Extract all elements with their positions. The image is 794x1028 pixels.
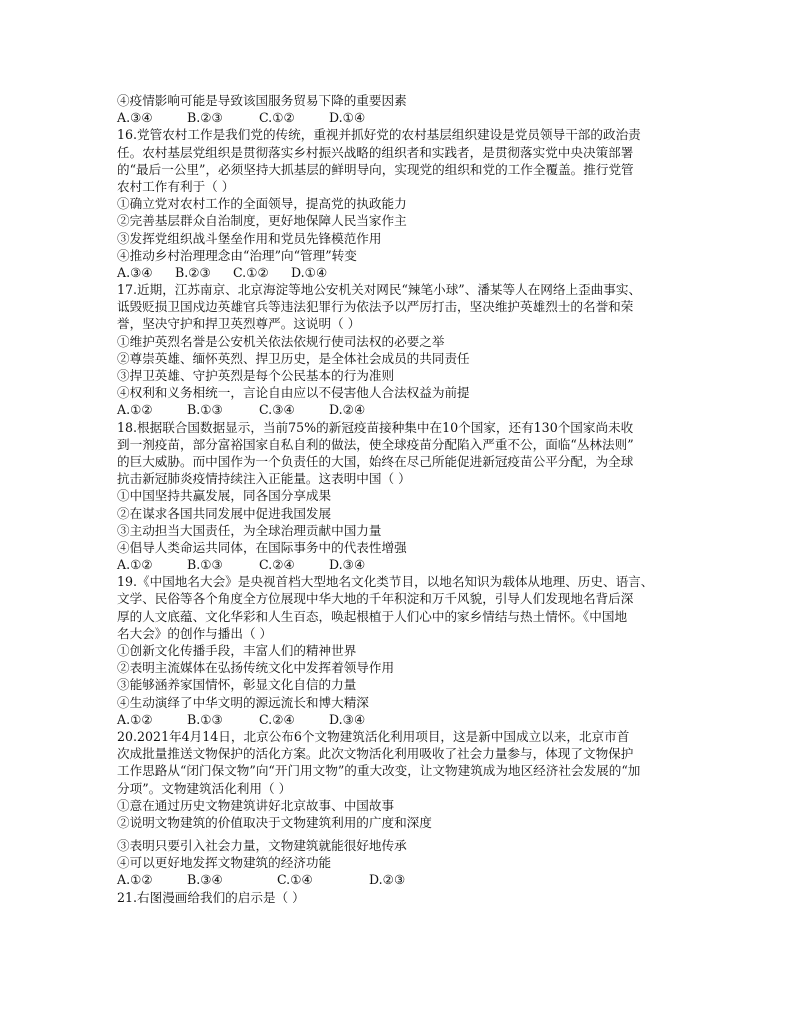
q19-item-4: ④生动演绎了中华文明的源远流长和博大精深	[117, 694, 369, 710]
exam-page	[117, 92, 697, 906]
q18-choices	[117, 556, 697, 573]
q15-item-4: ④疫情影响可能是导致该国服务贸易下降的重要因素	[117, 93, 407, 108]
q15-choices	[117, 109, 697, 126]
q19-stem-line: 厚的人文底蕴、文化华彩和人生百态，唤起根植于人们心中的家乡情结与热土情怀。《中国地	[117, 608, 628, 624]
q19-choices	[117, 711, 697, 728]
q18-item-2: ②在谋求各国共同发展中促进我国发展	[117, 505, 332, 521]
q18-item-4: ④倡导人类命运共同体，在国际事务中的代表性增强	[117, 539, 407, 555]
q18-choice-a: A.①②	[117, 557, 153, 573]
q19-item-1: ①创新文化传播手段，丰富人们的精神世界	[117, 643, 357, 658]
q17-choice-c: C.③④	[259, 402, 295, 418]
q19-choice-c: C.②④	[259, 711, 295, 727]
q18-item-1: ①中国坚持共赢发展，同各国分享成果	[117, 488, 332, 504]
q16-stem-line: 16.党管农村工作是我们党的传统，重视并抓好党的农村基层组织建设是党员领导干部的政治责	[117, 127, 641, 143]
q19-choice-d: D.③④	[329, 711, 366, 727]
q16-choice-d: D.①④	[291, 264, 328, 280]
q20-item-3: ③表明只要引入社会力量，文物建筑就能很好地传承	[117, 838, 407, 854]
q17-item-3: ③捍卫英雄、守护英烈是每个公民基本的行为准则	[117, 368, 395, 383]
q17-item-1: ①维护英烈名誉是公安机关依法依规行使司法权的必要之举	[117, 333, 445, 349]
q17-stem-line: 誉，坚决守护和捍卫英烈尊严。这说明（ ）	[117, 316, 361, 332]
q20-choice-d: D.②③	[369, 872, 406, 888]
q18-choice-c: C.②④	[259, 557, 295, 573]
q19-stem-line: 名大会》的创作与播出（ ）	[117, 625, 273, 641]
q20-item-4: ④可以更好地发挥文物建筑的经济功能	[117, 855, 332, 871]
q16-choice-c: C.①②	[233, 264, 269, 280]
q18-stem-line: 到一剂疫苗，部分富裕国家自私自利的做法，使全球疫苗分配陷入严重不公，面临“丛林法则”	[117, 436, 634, 452]
q19-choice-a: A.①②	[117, 711, 153, 727]
q20-stem-line: 次成批量推送文物保护的活化方案。此次文物活化利用吸收了社会力量参与，体现了文物保护	[117, 746, 634, 762]
q16-item-4: ④推动乡村治理理念由“治理”向“管理”转变	[117, 247, 357, 263]
q20-choices	[117, 871, 697, 888]
q18-item-3: ③主动担当大国责任，为全球治理贡献中国力量	[117, 522, 382, 538]
q15-choice-d: D.①④	[329, 110, 366, 126]
q19-item-2: ②表明主流媒体在弘扬传统文化中发挥着领导作用	[117, 660, 395, 676]
q18-stem-line: 的巨大威胁。而中国作为一个负责任的大国，始终在尽己所能促进新冠疫苗公平分配，为全球	[117, 453, 634, 469]
q17-choices	[117, 401, 697, 418]
q17-item-4: ④权利和义务相统一，言论自由应以不侵害他人合法权益为前提	[117, 385, 470, 401]
q16-item-2: ②完善基层群众自治制度，更好地保障人民当家作主	[117, 213, 407, 229]
q15-choice-a: A.③④	[117, 110, 153, 126]
q17-choice-a: A.①②	[117, 402, 153, 418]
q18-stem-line: 18.根据联合国数据显示，当前75%的新冠疫苗接种集中在10个国家，还有130个国家尚未收	[117, 419, 634, 435]
q16-item-3: ③发挥党组织战斗堡垒作用和党员先锋模范作用	[117, 230, 382, 246]
q19-stem-line: 19.《中国地名大会》是央视首档大型地名文化类节目，以地名知识为载体从地理、历史、语言、	[117, 574, 654, 590]
q20-stem-line: 工作思路从“闭门保文物”向“开门用文物”的重大改变，让文物建筑成为地区经济社会发展的“加	[117, 763, 641, 779]
q18-stem-line: 抗击新冠肺炎疫情持续注入正能量。这表明中国（ ）	[117, 471, 411, 487]
q20-choice-a: A.①②	[117, 872, 153, 888]
q16-choice-b: B.②③	[175, 264, 211, 280]
q19-item-3: ③能够涵养家国情怀，彰显文化自信的力量	[117, 677, 357, 693]
q16-choices	[117, 264, 697, 281]
q21-stem-line: 21.右图漫画给我们的启示是（ ）	[117, 889, 305, 905]
q17-choice-d: D.②④	[329, 402, 366, 418]
q17-item-2: ②尊崇英雄、缅怀英烈、捍卫历史，是全体社会成员的共同责任	[117, 350, 470, 366]
q18-choice-d: D.③④	[329, 557, 366, 573]
q16-item-1: ①确立党对农村工作的全面领导，提高党的执政能力	[117, 196, 407, 212]
q17-stem-line: 17.近期，江苏南京、北京海淀等地公安机关对网民“辣笔小球”、潘某等人在网络上歪曲事实、	[117, 282, 642, 298]
q17-stem-line: 诋毁贬损卫国戍边英雄官兵等违法犯罪行为依法予以严厉打击，坚决维护英雄烈士的名誉和荣	[117, 299, 634, 315]
q20-item-1: ①意在通过历史文物建筑讲好北京故事、中国故事	[117, 797, 395, 813]
q20-stem-line: 20.2021年4月14日，北京公布6个文物建筑活化利用项目，这是新中国成立以来，北京市首	[117, 728, 630, 744]
q20-choice-b: B.③④	[187, 872, 223, 888]
q15-choice-c: C.①②	[259, 110, 295, 126]
q20-choice-c: C.①④	[277, 872, 313, 888]
q16-stem-line: 任。农村基层党组织是贯彻落实乡村振兴战略的组织者和实践者，是贯彻落实党中央决策部署	[117, 144, 634, 160]
q20-item-2: ②说明文物建筑的价值取决于文物建筑利用的广度和深度	[117, 814, 432, 830]
q17-choice-b: B.①③	[187, 402, 223, 418]
q20-stem-line: 分项”。文物建筑活化利用（ ）	[117, 780, 292, 796]
q16-stem-line: 的“最后一公里”，必须坚持大抓基层的鲜明导向，实现党的组织和党的工作全覆盖。推行党管	[117, 161, 634, 177]
q19-choice-b: B.①③	[187, 711, 223, 727]
q19-stem-line: 文学、民俗等各个角度全方位展现中华大地的千年积淀和万千风貌，引导人们发现地名背后深	[117, 591, 634, 607]
q18-choice-b: B.①③	[187, 557, 223, 573]
q15-choice-b: B.②③	[187, 110, 223, 126]
q16-stem-line: 农村工作有利于（ ）	[117, 178, 235, 194]
q16-choice-a: A.③④	[117, 264, 153, 280]
